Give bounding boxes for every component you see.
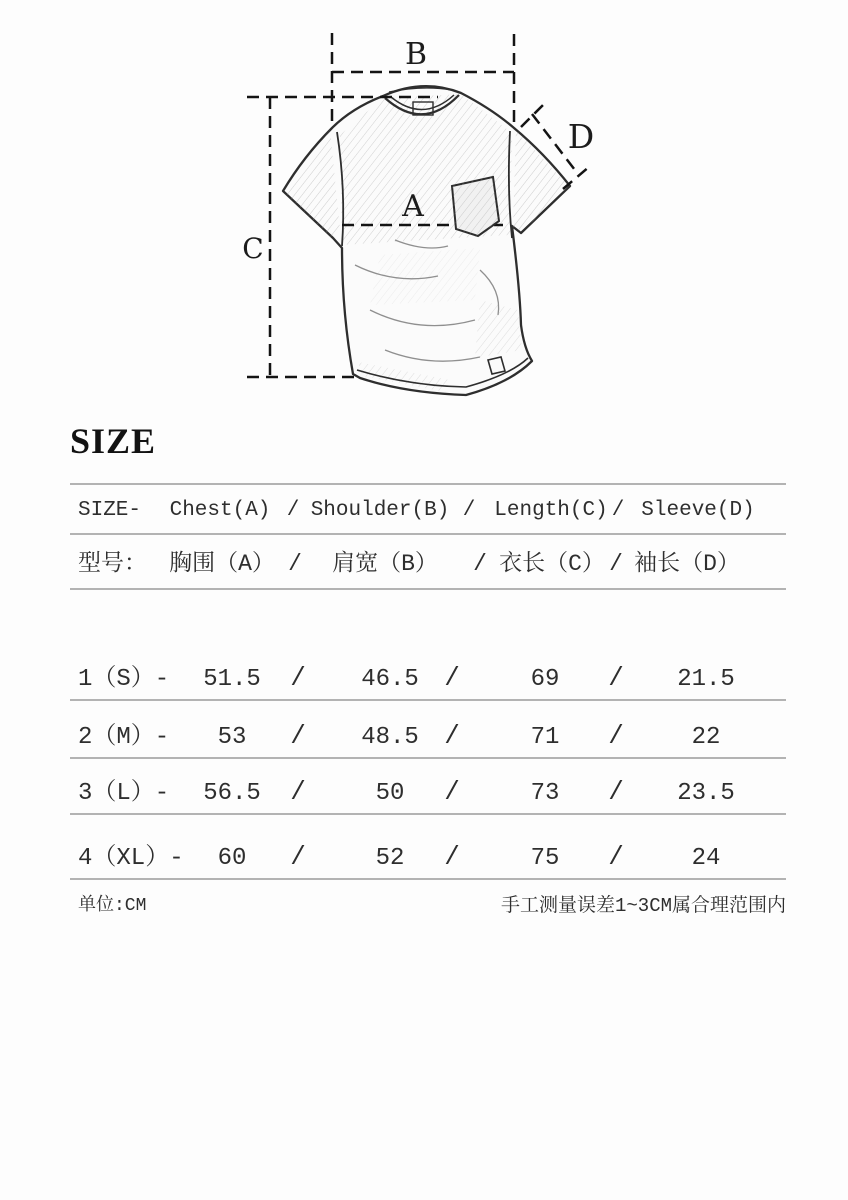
table-row bbox=[70, 647, 786, 701]
sleeve-value: 22 bbox=[691, 724, 721, 751]
value-separator: / bbox=[444, 777, 460, 807]
chest-value: 53 bbox=[217, 724, 247, 751]
header-en-label: SIZE- bbox=[78, 499, 142, 522]
value-separator: / bbox=[444, 842, 460, 872]
header-cn-chest: 胸围（A） bbox=[169, 551, 275, 577]
sleeve-value: 21.5 bbox=[677, 666, 735, 693]
header-separator: / bbox=[462, 499, 476, 522]
row-size-label: 2（M）- bbox=[78, 724, 170, 751]
value-separator: / bbox=[608, 842, 624, 872]
value-separator: / bbox=[290, 663, 306, 693]
tshirt-measurement-illustration bbox=[180, 0, 660, 420]
table-header-cn bbox=[70, 535, 786, 590]
shoulder-value: 48.5 bbox=[361, 724, 419, 751]
sleeve-value: 24 bbox=[691, 845, 721, 872]
tolerance-note: 手工测量误差1~3CM属合理范围内 bbox=[500, 894, 786, 917]
length-value: 71 bbox=[530, 724, 560, 751]
length-value: 73 bbox=[530, 780, 560, 807]
value-separator: / bbox=[290, 777, 306, 807]
length-value: 69 bbox=[530, 666, 560, 693]
label-length-C: C bbox=[242, 232, 264, 265]
label-sleeve-D: D bbox=[567, 117, 595, 156]
shoulder-value: 46.5 bbox=[361, 666, 419, 693]
header-en-chest: Chest(A) bbox=[169, 499, 271, 522]
row-size-label: 1（S）- bbox=[78, 666, 170, 693]
header-cn-sleeve: 袖长（D） bbox=[634, 551, 740, 577]
row-size-label: 3（L）- bbox=[78, 780, 170, 807]
value-separator: / bbox=[608, 721, 624, 751]
length-value: 75 bbox=[530, 845, 560, 872]
table-gap bbox=[70, 590, 786, 647]
header-en-shoulder: Shoulder(B) bbox=[310, 499, 450, 522]
row-size-label: 4（XL）- bbox=[78, 845, 184, 872]
chest-value: 56.5 bbox=[203, 780, 261, 807]
header-separator: / bbox=[609, 551, 623, 577]
header-cn-length: 衣长（C） bbox=[499, 551, 605, 577]
header-separator: / bbox=[611, 499, 625, 522]
tshirt-sketch bbox=[180, 0, 660, 420]
chest-value: 51.5 bbox=[203, 666, 261, 693]
size-table bbox=[70, 483, 786, 880]
unit-note: 单位:CM bbox=[78, 896, 147, 916]
table-row bbox=[70, 815, 786, 880]
size-heading: SIZE bbox=[70, 421, 157, 461]
header-cn-shoulder: 肩宽（B） bbox=[332, 551, 438, 577]
header-cn-label: 型号： bbox=[78, 551, 147, 577]
value-separator: / bbox=[608, 663, 624, 693]
header-en-length: Length(C) bbox=[494, 499, 608, 522]
header-en-sleeve: Sleeve(D) bbox=[641, 499, 755, 522]
value-separator: / bbox=[290, 842, 306, 872]
label-chest-A: A bbox=[402, 189, 424, 224]
shoulder-value: 50 bbox=[375, 780, 405, 807]
header-separator: / bbox=[286, 499, 300, 522]
label-shoulder-B: B bbox=[404, 37, 428, 72]
table-header-en bbox=[70, 483, 786, 535]
value-separator: / bbox=[290, 721, 306, 751]
header-separator: / bbox=[473, 551, 487, 577]
chest-value: 60 bbox=[217, 845, 247, 872]
value-separator: / bbox=[608, 777, 624, 807]
sleeve-value: 23.5 bbox=[677, 780, 735, 807]
footer-notes bbox=[70, 888, 786, 918]
table-row bbox=[70, 701, 786, 759]
header-separator: / bbox=[288, 551, 302, 577]
shoulder-value: 52 bbox=[375, 845, 405, 872]
value-separator: / bbox=[444, 721, 460, 751]
value-separator: / bbox=[444, 663, 460, 693]
table-row bbox=[70, 759, 786, 815]
